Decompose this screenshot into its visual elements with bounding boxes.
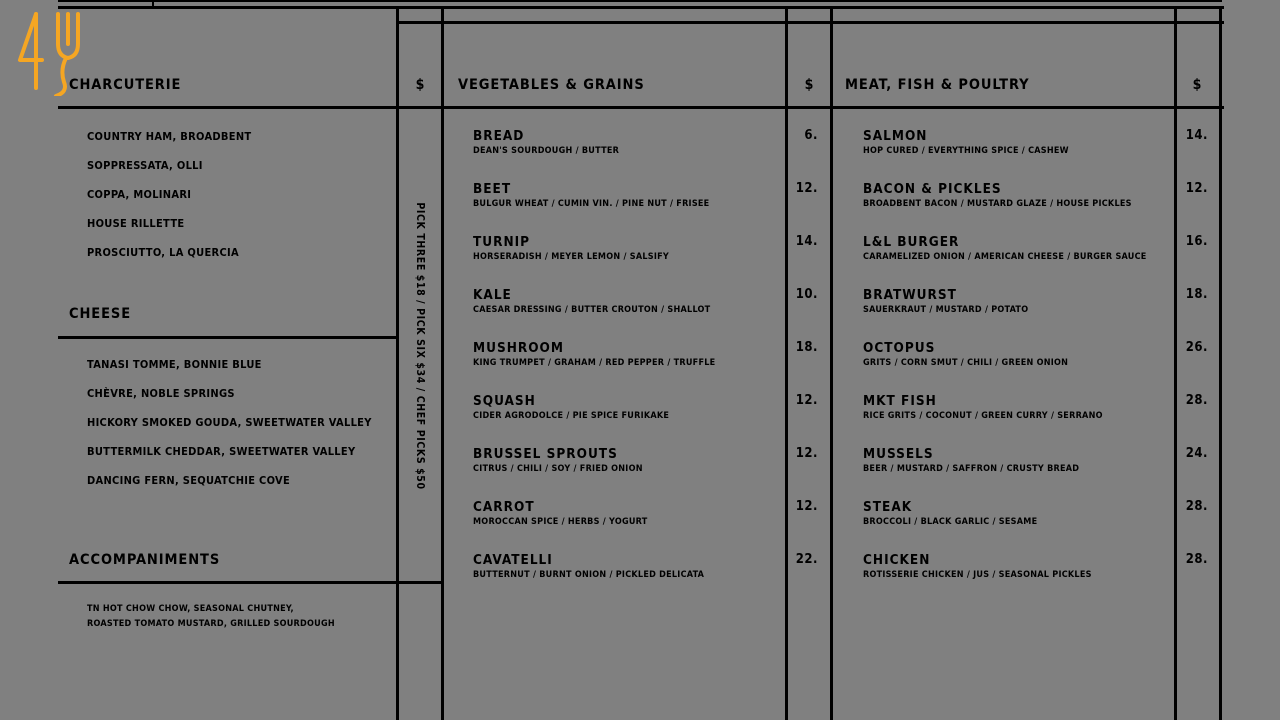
dish-price: 26. [1185,340,1208,355]
charcuterie-item: SOPPRESSATA, OLLI [87,159,203,172]
charcuterie-item: PROSCIUTTO, LA QUERCIA [87,246,239,259]
dish-name: BREAD [473,128,525,144]
dish-name: BEET [473,181,512,197]
dish-price: 12. [795,446,818,461]
column-divider-5 [1174,6,1177,720]
dish-description: CIDER AGRODOLCE / PIE SPICE FURIKAKE [473,411,670,421]
dish-description: RICE GRITS / COCONUT / GREEN CURRY / SERRANO [863,411,1103,421]
dish-description: BULGUR WHEAT / CUMIN VIN. / PINE NUT / FRISEE [473,199,710,209]
dish-description: SAUERKRAUT / MUSTARD / POTATO [863,305,1029,315]
dish-description: DEAN'S SOURDOUGH / BUTTER [473,146,620,156]
dish-description: CAESAR DRESSING / BUTTER CROUTON / SHALLOT [473,305,711,315]
cheese-rule [58,336,398,339]
dish-price: 14. [1185,128,1208,143]
charcuterie-heading: CHARCUTERIE [69,77,182,93]
dish-name: BACON & PICKLES [863,181,1002,197]
dish-price: 22. [795,552,818,567]
charcuterie-item: COUNTRY HAM, BROADBENT [87,130,252,143]
dish-description: HORSERADISH / MEYER LEMON / SALSIFY [473,252,669,262]
dish-price: 16. [1185,234,1208,249]
dish-description: CITRUS / CHILI / SOY / FRIED ONION [473,464,643,474]
dish-price: 6. [804,128,818,143]
column-divider-1 [396,6,399,720]
dish-name: CHICKEN [863,552,931,568]
vegetables-price-header: $ [804,77,814,93]
header-second-rule [396,21,1224,24]
dish-name: OCTOPUS [863,340,936,356]
dish-name: SALMON [863,128,928,144]
dish-description: BUTTERNUT / BURNT ONION / PICKLED DELICATA [473,570,705,580]
header-top-rule [58,6,1224,9]
vegetables-heading: VEGETABLES & GRAINS [458,77,645,93]
dish-description: KING TRUMPET / GRAHAM / RED PEPPER / TRUFFLE [473,358,716,368]
dish-name: BRUSSEL SPROUTS [473,446,618,462]
dish-name: KALE [473,287,512,303]
dish-price: 28. [1185,393,1208,408]
dish-name: L&L BURGER [863,234,960,250]
dish-name: MKT FISH [863,393,937,409]
dish-description: GRITS / CORN SMUT / CHILI / GREEN ONION [863,358,1069,368]
dish-price: 28. [1185,499,1208,514]
dish-price: 28. [1185,552,1208,567]
header-bottom-rule [58,106,1224,109]
dish-name: SQUASH [473,393,536,409]
dish-description: HOP CURED / EVERYTHING SPICE / CASHEW [863,146,1069,156]
meat-heading: MEAT, FISH & POULTRY [845,77,1030,93]
accompaniments-rule [58,581,443,584]
dish-price: 12. [1185,181,1208,196]
fork-logo-icon[interactable] [16,10,86,96]
cheese-item: BUTTERMILK CHEDDAR, SWEETWATER VALLEY [87,445,356,458]
dish-price: 14. [795,234,818,249]
cheese-item: CHÈVRE, NOBLE SPRINGS [87,387,235,400]
right-border [1219,6,1222,720]
cheese-item: DANCING FERN, SEQUATCHIE COVE [87,474,291,487]
dish-name: MUSHROOM [473,340,564,356]
dish-price: 12. [795,499,818,514]
cheese-item: TANASI TOMME, BONNIE BLUE [87,358,262,371]
dish-description: BROCCOLI / BLACK GARLIC / SESAME [863,517,1038,527]
dish-name: CARROT [473,499,535,515]
cheese-item: HICKORY SMOKED GOUDA, SWEETWATER VALLEY [87,416,372,429]
cheese-heading: CHEESE [69,306,132,322]
dish-price: 12. [795,181,818,196]
dish-description: ROTISSERIE CHICKEN / JUS / SEASONAL PICKLES [863,570,1092,580]
dish-name: CAVATELLI [473,552,553,568]
dish-price: 10. [795,287,818,302]
dish-price: 12. [795,393,818,408]
dish-description: BEER / MUSTARD / SAFFRON / CRUSTY BREAD [863,464,1080,474]
dish-name: STEAK [863,499,913,515]
charcuterie-item: COPPA, MOLINARI [87,188,192,201]
column-divider-3 [785,6,788,720]
charcuterie-item: HOUSE RILLETTE [87,217,185,230]
column-divider-4 [830,6,833,720]
top-border [58,0,1222,2]
board-price-header: $ [415,77,425,93]
dish-description: MOROCCAN SPICE / HERBS / YOGURT [473,517,648,527]
dish-price: 18. [795,340,818,355]
meat-price-header: $ [1192,77,1202,93]
dish-description: BROADBENT BACON / MUSTARD GLAZE / HOUSE PICKLES [863,199,1132,209]
dish-name: TURNIP [473,234,531,250]
dish-name: MUSSELS [863,446,934,462]
column-divider-2 [441,6,444,720]
board-pricing-text: PICK THREE $18 / PICK SIX $34 / CHEF PICKS $50 [414,202,426,490]
accompaniments-line: ROASTED TOMATO MUSTARD, GRILLED SOURDOUGH [87,619,335,629]
dish-price: 24. [1185,446,1208,461]
dish-name: BRATWURST [863,287,957,303]
accompaniments-heading: ACCOMPANIMENTS [69,552,221,568]
dish-price: 18. [1185,287,1208,302]
dish-description: CARAMELIZED ONION / AMERICAN CHEESE / BURGER SAUCE [863,252,1147,262]
accompaniments-line: TN HOT CHOW CHOW, SEASONAL CHUTNEY, [87,604,294,614]
